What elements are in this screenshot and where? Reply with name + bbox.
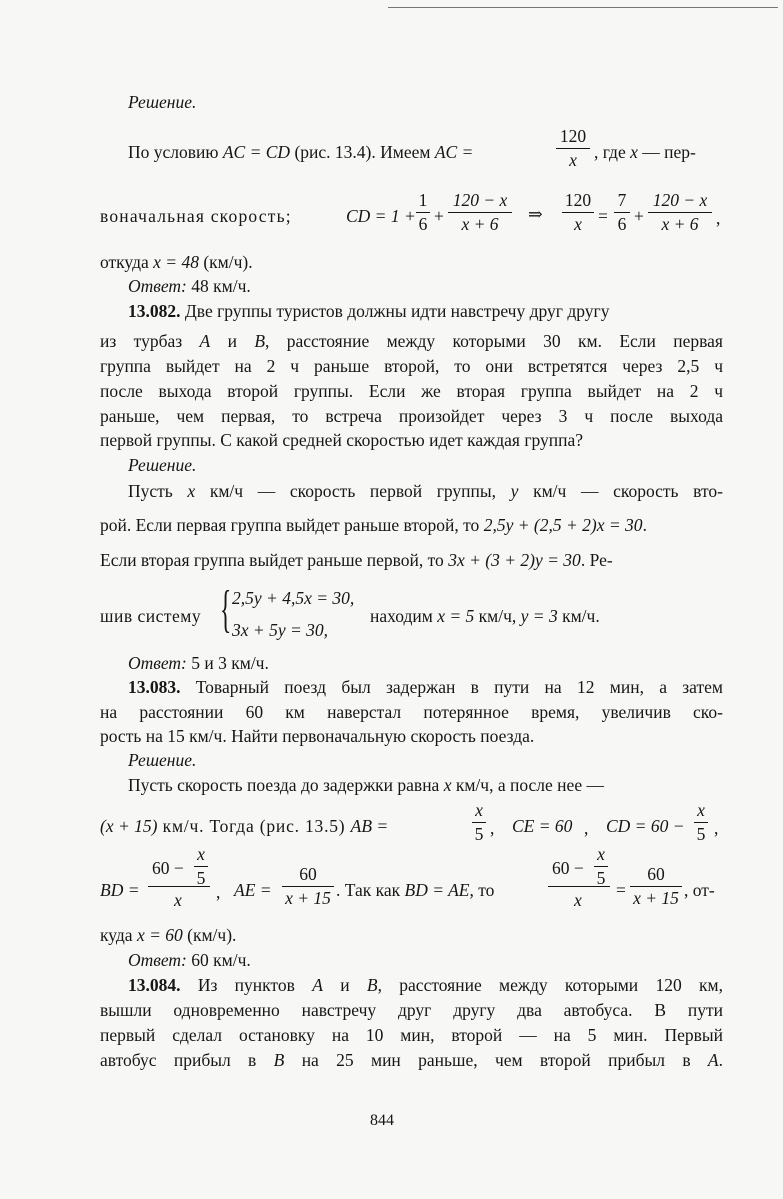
comma: ,	[716, 208, 721, 228]
eq-fraction-bar	[548, 886, 610, 887]
expr-ce: CE = 60	[512, 816, 573, 836]
text-line-2-tail: , где x — пер-	[594, 142, 696, 162]
text-line-16-end: находим x = 5 км/ч, y = 3 км/ч.	[370, 606, 600, 626]
text-line-3-start: воначальная скорость;	[100, 206, 292, 226]
bd-denominator: x	[174, 890, 182, 910]
problem-13-082-line-4: после выхода второй группы. Если же вторая группа выйдет на 2 ч	[100, 381, 723, 401]
fraction-120-minus-x-over-x-plus-6: 120 − x x + 6	[448, 190, 512, 235]
equals-sign: =	[598, 206, 608, 226]
eq-denominator: x	[574, 890, 582, 910]
fraction-7-over-6: 7 6	[614, 190, 630, 235]
bd-numerator-text: 60 −	[152, 858, 184, 878]
system-equation-2: 3x + 5y = 30,	[232, 620, 329, 640]
problem-13-082-line-1: 13.082. Две группы туристов должны идти навстречу друг другу	[128, 301, 610, 321]
eq-inner-fraction: x 5	[594, 844, 608, 889]
expr-bd: BD =	[100, 880, 140, 900]
text-since: . Так как BD = AE, то	[336, 880, 495, 900]
problem-13-082-line-3: группа выйдет на 2 ч раньше второй, то они встретятся через 2,5 ч	[100, 356, 723, 376]
expr-ae: AE =	[234, 880, 272, 900]
text-line-14: рой. Если первая группа выйдет раньше второй, то 2,5y + (2,5 + 2)x = 30.	[100, 515, 647, 535]
expr-cd-2: CD = 60 −	[606, 816, 685, 836]
fraction-60-over-x-plus-15: 60 x + 15	[282, 864, 334, 909]
expr-cd: CD = 1 +	[346, 206, 416, 226]
answer-1: Ответ: 48 км/ч.	[128, 276, 251, 296]
problem-13-082-line-6: первой группы. С какой средней скоростью идет каждая группа?	[100, 430, 584, 450]
problem-13-084-line-4: автобус прибыл в B на 25 мин раньше, чем второй прибыл в A.	[100, 1050, 723, 1070]
system-equation-1: 2,5y + 4,5x = 30,	[232, 588, 355, 608]
fraction-1-over-6: 1 6	[416, 190, 430, 235]
text-ot: , от-	[684, 880, 715, 900]
solution-heading-2: Решение.	[128, 455, 197, 475]
problem-13-082-line-2: из турбаз A и B, расстояние между которыми 30 км. Если первая	[100, 331, 723, 351]
problem-13-083-line-1: 13.083. Товарный поезд был задержан в пути на 12 мин, а затем	[128, 677, 723, 697]
fraction-60-over-x-plus-15-2: 60 x + 15	[630, 864, 682, 909]
problem-13-082-line-5: раньше, чем первая, то встреча произойдет через 3 ч после выхода	[100, 406, 723, 426]
comma-2: ,	[490, 818, 495, 838]
fraction-120-over-x-2: 120 x	[562, 190, 594, 235]
text-line-2: По условию AC = CD (рис. 13.4). Имеем AC =	[128, 142, 474, 162]
implies-arrow: ⇒	[528, 204, 543, 224]
text-line-15: Если вторая группа выйдет раньше первой, то 3x + (3 + 2)y = 30. Ре-	[100, 550, 613, 570]
bd-fraction-bar	[148, 886, 210, 887]
problem-13-084-line-3: первый сделал остановку на 10 мин, второй — на 5 мин. Первый	[100, 1025, 723, 1045]
fraction-120-minus-x-over-x-plus-6-2: 120 − x x + 6	[648, 190, 712, 235]
text-line-25: куда x = 60 (км/ч).	[100, 925, 237, 945]
eq-numerator-text: 60 −	[552, 858, 584, 878]
page-number: 844	[370, 1112, 394, 1129]
equals-sign-2: =	[616, 880, 626, 900]
system-brace: {	[220, 581, 232, 638]
comma-3: ,	[584, 818, 589, 838]
text-line-13: Пусть x км/ч — скорость первой группы, y км/ч — скорость вто-	[128, 481, 723, 501]
problem-13-084-line-2: вышли одновременно навстречу друг другу два автобуса. В пути	[100, 1000, 723, 1020]
header-rule	[388, 7, 778, 8]
fraction-x-over-5: x 5	[472, 800, 486, 845]
problem-13-083-line-3: рость на 15 км/ч. Найти первоначальную скорость поезда.	[100, 726, 535, 746]
answer-2: Ответ: 5 и 3 км/ч.	[128, 653, 269, 673]
fraction-x-over-5-2: x 5	[694, 800, 708, 845]
comma-5: ,	[216, 882, 221, 902]
plus-sign: +	[434, 206, 444, 226]
fraction-120-over-x: 120 x	[556, 126, 590, 171]
text-line-23: (x + 15) км/ч. Тогда (рис. 13.5) AB =	[100, 816, 389, 836]
text-line-4: откуда x = 48 (км/ч).	[100, 252, 253, 272]
plus-sign-2: +	[634, 206, 644, 226]
answer-3: Ответ: 60 км/ч.	[128, 950, 251, 970]
problem-13-083-line-2: на расстоянии 60 км наверстал потерянное время, увеличив ско-	[100, 702, 723, 722]
solution-heading-3: Решение.	[128, 750, 197, 770]
solution-heading-1: Решение.	[128, 92, 197, 112]
comma-4: ,	[714, 818, 719, 838]
bd-inner-fraction: x 5	[194, 844, 208, 889]
text-line-22: Пусть скорость поезда до задержки равна x км/ч, а после нее —	[128, 775, 604, 795]
problem-13-084-line-1: 13.084. Из пунктов A и B, расстояние между которыми 120 км,	[128, 975, 724, 995]
text-line-16-start: шив систему	[100, 606, 202, 626]
